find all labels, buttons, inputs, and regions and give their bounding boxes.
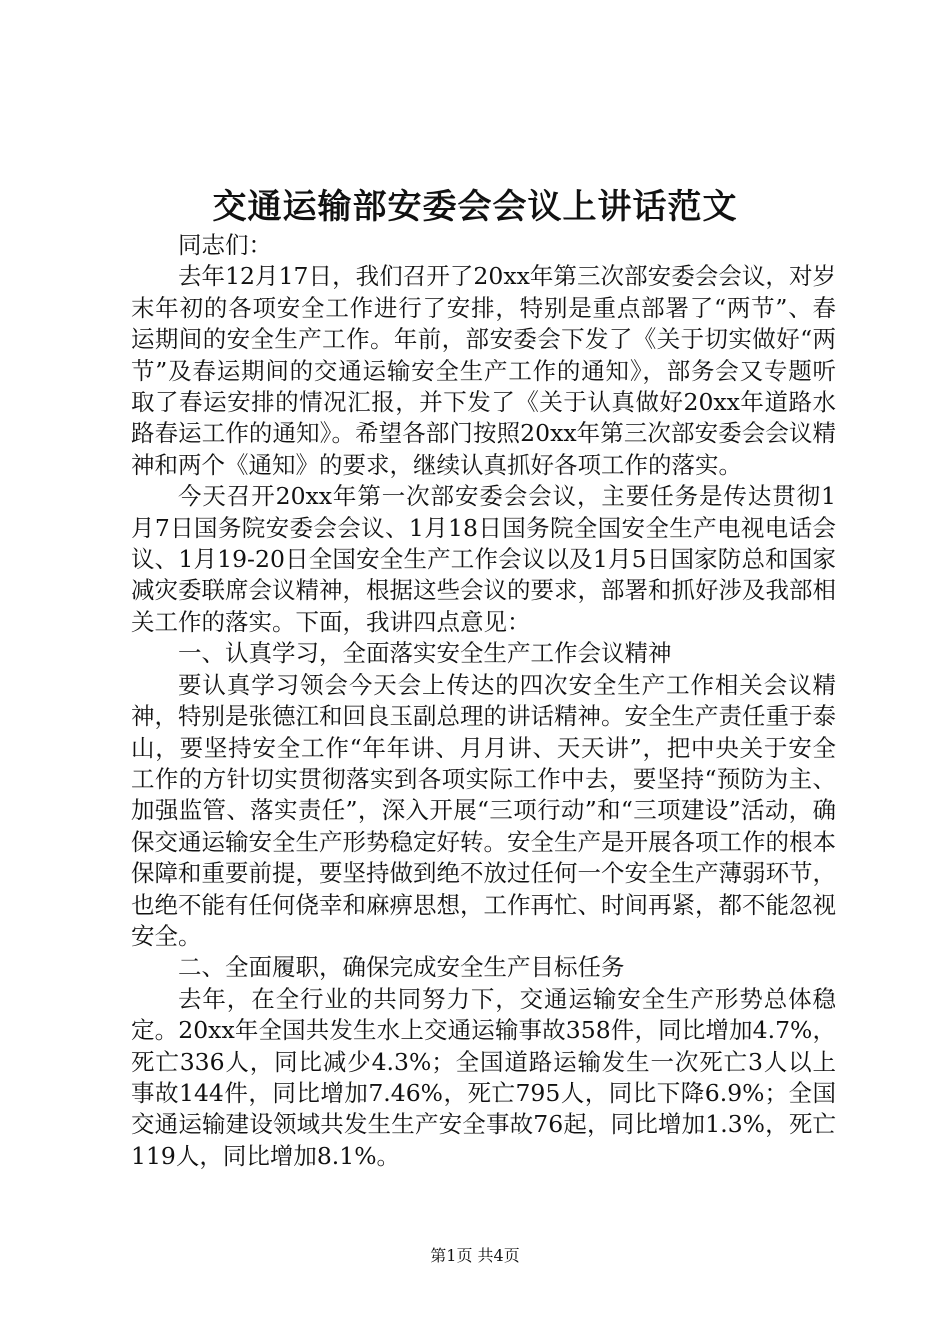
section-heading: 一、认真学习，全面落实安全生产工作会议精神 [178, 639, 672, 668]
body-paragraph: 去年12月17日，我们召开了20xx年第三次部安委会会议，对岁末年初的各项安全工作进行了安排，特别是重点部署了“两节”、春运期间的安全生产工作。年前，部安委会下发了《关于切实做好“两节”及春运期间的交通运输安全生产工作的通知》，部务会又专题听取了春运安排的情况汇报，并下发了《关于认真做好20xx年道路水路春运工作的通知》。希望各部门按照20xx年第三次部安委会会议精神和两个《通知》的要求，继续认真抓好各项工作的落实。 [131, 262, 836, 479]
body-paragraph: 今天召开20xx年第一次部安委会会议，主要任务是传达贯彻1月7日国务院安委会会议、1月18日国务院全国安全生产电视电话会议、1月19-20日全国安全生产工作会议以及1月5日国家防总和国家减灾委联席会议精神，根据这些会议的要求，部署和抓好涉及我部相关工作的落实。下面，我讲四点意见： [131, 482, 836, 636]
document-body [131, 230, 836, 1172]
salutation-paragraph: 同志们： [178, 231, 272, 259]
section-heading: 二、全面履职，确保完成安全生产目标任务 [178, 953, 625, 982]
body-paragraph: 去年，在全行业的共同努力下，交通运输安全生产形势总体稳定。20xx年全国共发生水上交通运输事故358件，同比增加4.7%，死亡336人，同比减少4.3%；全国道路运输发生一次死亡3人以上事故144件，同比增加7.46%，死亡795人，同比下降6.9%；全国交通运输建设领域共发生生产安全事故76起，同比增加1.3%，死亡119人，同比增加8.1%。 [131, 984, 836, 1170]
page-footer: 第1页 共4页 [430, 1246, 520, 1265]
body-paragraph: 要认真学习领会今天会上传达的四次安全生产工作相关会议精神，特别是张德江和回良玉副总理的讲话精神。安全生产责任重于泰山，要坚持安全工作“年年讲、月月讲、天天讲”，把中央关于安全工作的方针切实贯彻落实到各项实际工作中去，要坚持“预防为主、加强监管、落实责任”，深入开展“三项行动”和“三项建设”活动，确保交通运输安全生产形势稳定好转。安全生产是开展各项工作的根本保障和重要前提，要坚持做到绝不放过任何一个安全生产薄弱环节，也绝不能有任何侥幸和麻痹思想，工作再忙、时间再紧，都不能忽视安全。 [131, 670, 836, 950]
document-title: 交通运输部安委会会议上讲话范文 [212, 187, 738, 227]
